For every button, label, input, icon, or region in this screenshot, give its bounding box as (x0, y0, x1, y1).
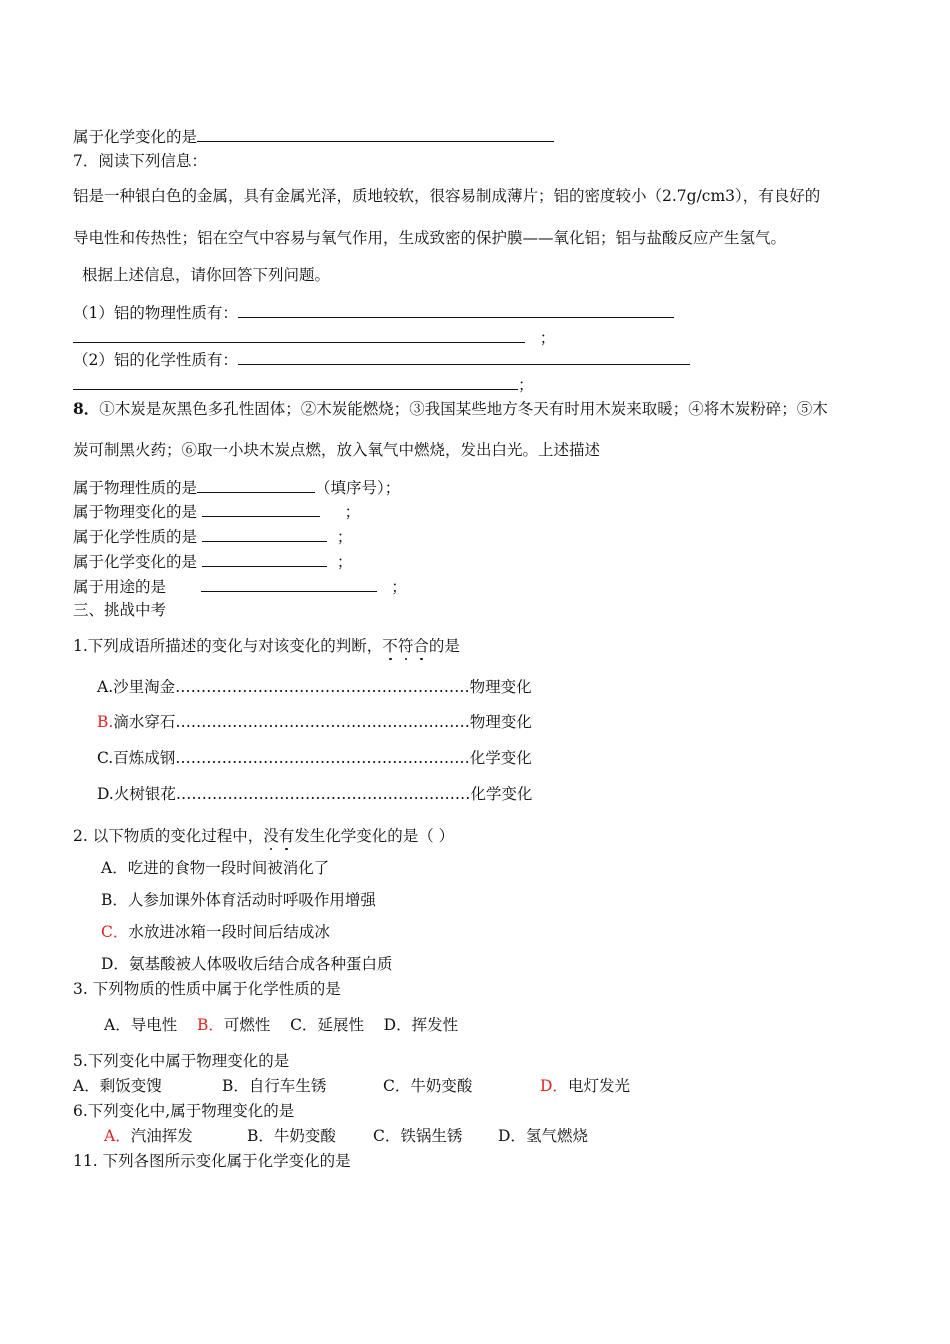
q8-chemical-property: 属于化学性质的是 ； (73, 528, 353, 546)
chem-change-line: 属于化学变化的是 (73, 126, 554, 147)
section-title: 三、挑战中考 (73, 601, 167, 619)
answer-blank[interactable] (73, 327, 525, 343)
c1-option-c[interactable]: C.百炼成钢…………………………………………………化学变化 (97, 749, 532, 767)
q8-text1: 8．①木炭是灰黑色多孔性固体；②木炭能燃烧；③我国某些地方冬天有时用木炭来取暖；④将木炭粉碎；⑤木 (73, 399, 828, 418)
q7-info-line2: 导电性和传热性；铝在空气中容易与氧气作用，生成致密的保护膜——氧化铝；铝与盐酸反应产生氢气。 (73, 229, 787, 247)
c3-option-a[interactable]: A．导电性 (104, 1016, 178, 1034)
q7-sub2: （2）铝的化学性质有： (73, 349, 690, 370)
q7-info-line1: 铝是一种银白色的金属，具有金属光泽，质地较软，很容易制成薄片；铝的密度较小（2.7g/cm3），有良好的 (73, 187, 821, 205)
c2-option-b[interactable]: B．人参加课外体育活动时呼吸作用增强 (101, 891, 376, 909)
q8-text2: 炭可制黑火药；⑥取一小块木炭点燃，放入氧气中燃烧，发出白光。上述描述 (73, 441, 601, 459)
c1-option-b[interactable]: B.滴水穿石…………………………………………………物理变化 (97, 713, 532, 731)
q7-sub1-cont: ； (73, 327, 555, 348)
c2-option-a[interactable]: A．吃进的食物一段时间被消化了 (101, 859, 330, 877)
q8-chemical-change: 属于化学变化的是 ； (73, 553, 353, 571)
c2-stem: 2. 以下物质的变化过程中，没有发生化学变化的是（ ） (73, 827, 455, 845)
answer-blank[interactable] (238, 349, 690, 365)
c1-option-d[interactable]: D.火树银花…………………………………………………化学变化 (97, 785, 533, 803)
c6-option-b[interactable]: B．牛奶变酸 (247, 1127, 336, 1145)
c2-option-d[interactable]: D．氨基酸被人体吸收后结合成各种蛋白质 (101, 955, 393, 973)
c1-stem: 1.下列成语所描述的变化与对该变化的判断，不符合的是 (73, 637, 460, 655)
c6-option-c[interactable]: C．铁锅生锈 (373, 1127, 463, 1145)
c5-option-c[interactable]: C．牛奶变酸 (383, 1077, 473, 1095)
q7-sub1: （1）铝的物理性质有： (73, 302, 674, 323)
c5-option-d[interactable]: D．电灯发光 (540, 1077, 630, 1095)
c3-option-d[interactable]: D．挥发性 (383, 1016, 459, 1034)
c6-stem: 6.下列变化中,属于物理变化的是 (73, 1102, 295, 1120)
c6-option-d[interactable]: D．氢气燃烧 (498, 1127, 588, 1145)
emphasis-text: 没有 (263, 827, 295, 845)
c3-options (104, 1015, 458, 1035)
q7-title: 7．阅读下列信息： (73, 152, 207, 170)
answer-blank[interactable] (197, 477, 315, 493)
answer-blank[interactable] (202, 501, 320, 517)
c3-stem: 3. 下列物质的性质中属于化学性质的是 (73, 980, 341, 998)
answer-blank[interactable] (201, 576, 377, 592)
answer-blank[interactable] (238, 302, 674, 318)
c11-stem: 11. 下列各图所示变化属于化学变化的是 (73, 1152, 351, 1170)
q8-physical-change: 属于物理变化的是 ； (73, 503, 361, 521)
q7-sub2-cont: ； (73, 374, 534, 395)
q8-use: 属于用途的是 ； (73, 578, 407, 596)
c5-option-a[interactable]: A．剩饭变馊 (73, 1077, 162, 1095)
c2-option-c[interactable]: C．水放进冰箱一段时间后结成冰 (101, 923, 330, 941)
c3-option-b[interactable]: B．可燃性 (196, 1016, 271, 1034)
answer-blank[interactable] (202, 526, 327, 542)
c1-option-a[interactable]: A.沙里淘金…………………………………………………物理变化 (97, 678, 532, 696)
c5-option-b[interactable]: B．自行车生锈 (222, 1077, 327, 1095)
c6-option-a[interactable]: A．汽油挥发 (104, 1127, 193, 1145)
answer-blank[interactable] (202, 551, 327, 567)
c3-option-c[interactable]: C．延展性 (290, 1016, 364, 1034)
answer-blank[interactable] (197, 126, 554, 142)
emphasis-text: 不符合 (382, 637, 429, 655)
answer-blank[interactable] (73, 374, 518, 390)
c5-stem: 5.下列变化中属于物理变化的是 (73, 1052, 290, 1070)
q7-prompt: 根据上述信息，请你回答下列问题。 (82, 266, 331, 284)
q8-physical-property: 属于物理性质的是 （填序号）； (73, 479, 401, 497)
